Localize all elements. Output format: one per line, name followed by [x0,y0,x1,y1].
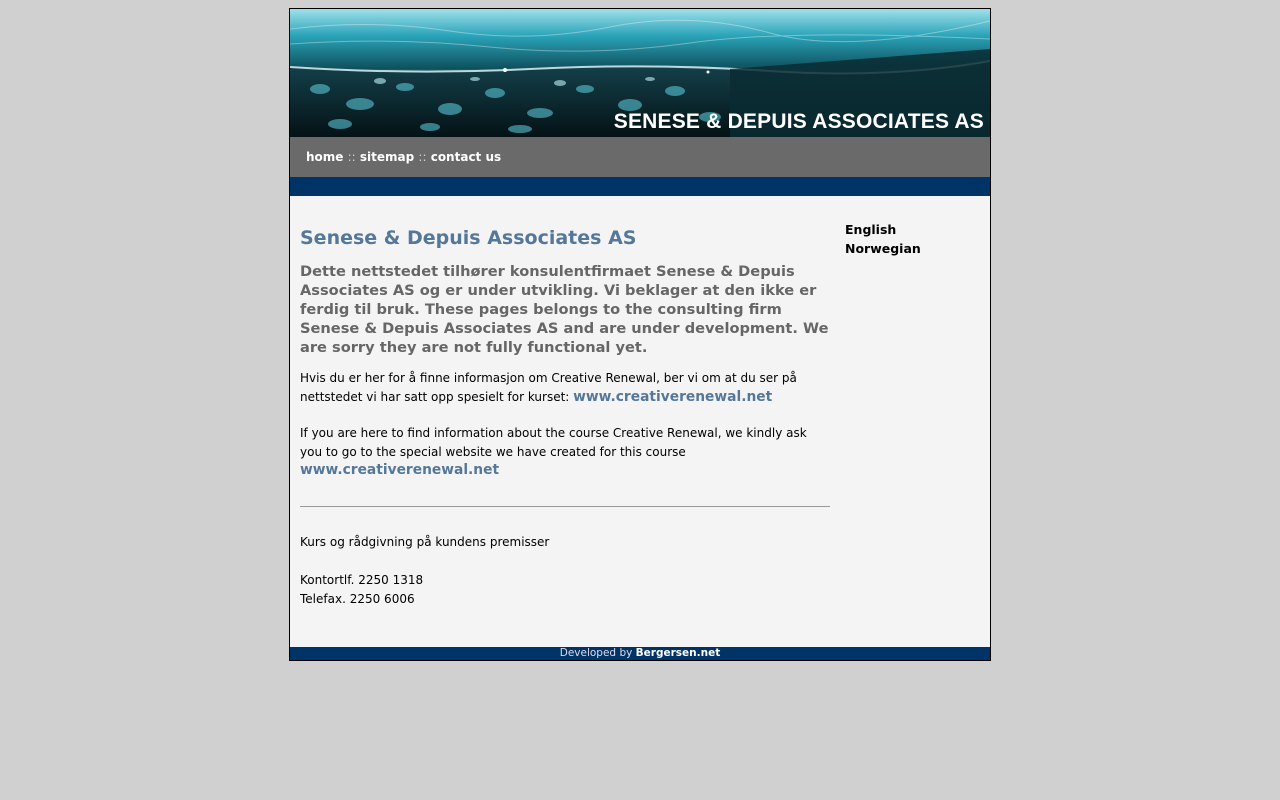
norwegian-paragraph [300,369,830,406]
english-paragraph-text: If you are here to find information about the course Creative Renewal, we kindly ask you to go to the special website we have created for this course [300,426,807,459]
blue-divider-strip [290,177,990,196]
footer-developer-link[interactable]: Bergersen.net [635,647,721,659]
top-nav [306,150,501,164]
nav-contact-link[interactable]: contact us [430,150,502,164]
intro-lead: Dette nettstedet tilhører konsulentfirmaet Senese & Depuis Associates AS og er under utvikling. Vi beklager at den ikke er ferdig til bruk. These pages belongs to the consulting firm Senese & Depuis Associates AS and are under development. We are sorry they are not fully functional yet. [300,263,829,356]
phone-number: Kontortlf. 2250 1318 [300,573,424,587]
header-banner [290,9,990,137]
footer-prefix: Developed by [559,647,633,659]
fax-number: Telefax. 2250 6006 [300,591,415,606]
nav-separator: :: [418,150,427,164]
horizontal-rule [300,506,830,507]
language-norwegian-link[interactable]: Norwegian [845,241,921,256]
language-menu [845,220,921,258]
creativerenewal-link-en[interactable]: www.creativerenewal.net [300,462,500,478]
page-frame [289,8,991,661]
nav-home-link[interactable]: home [306,150,344,164]
nav-sitemap-link[interactable]: sitemap [359,150,415,164]
top-nav-bar [290,137,990,177]
services-text: Kurs og rådgivning på kundens premisser [300,534,550,549]
main-content [300,224,830,608]
language-english-link[interactable]: English [845,222,897,237]
english-paragraph [300,424,830,480]
norwegian-paragraph-text: Hvis du er her for å finne informasjon om Creative Renewal, ber vi om at du ser på nettstedet vi har satt opp spesielt for kurset: [300,371,797,404]
contact-info [300,571,830,608]
page-title: Senese & Depuis Associates AS [300,227,637,249]
banner-title: SENESE & DEPUIS ASSOCIATES AS [613,110,984,133]
footer-bar [290,647,990,660]
creativerenewal-link-no[interactable]: www.creativerenewal.net [573,388,773,405]
nav-separator: :: [347,150,356,164]
